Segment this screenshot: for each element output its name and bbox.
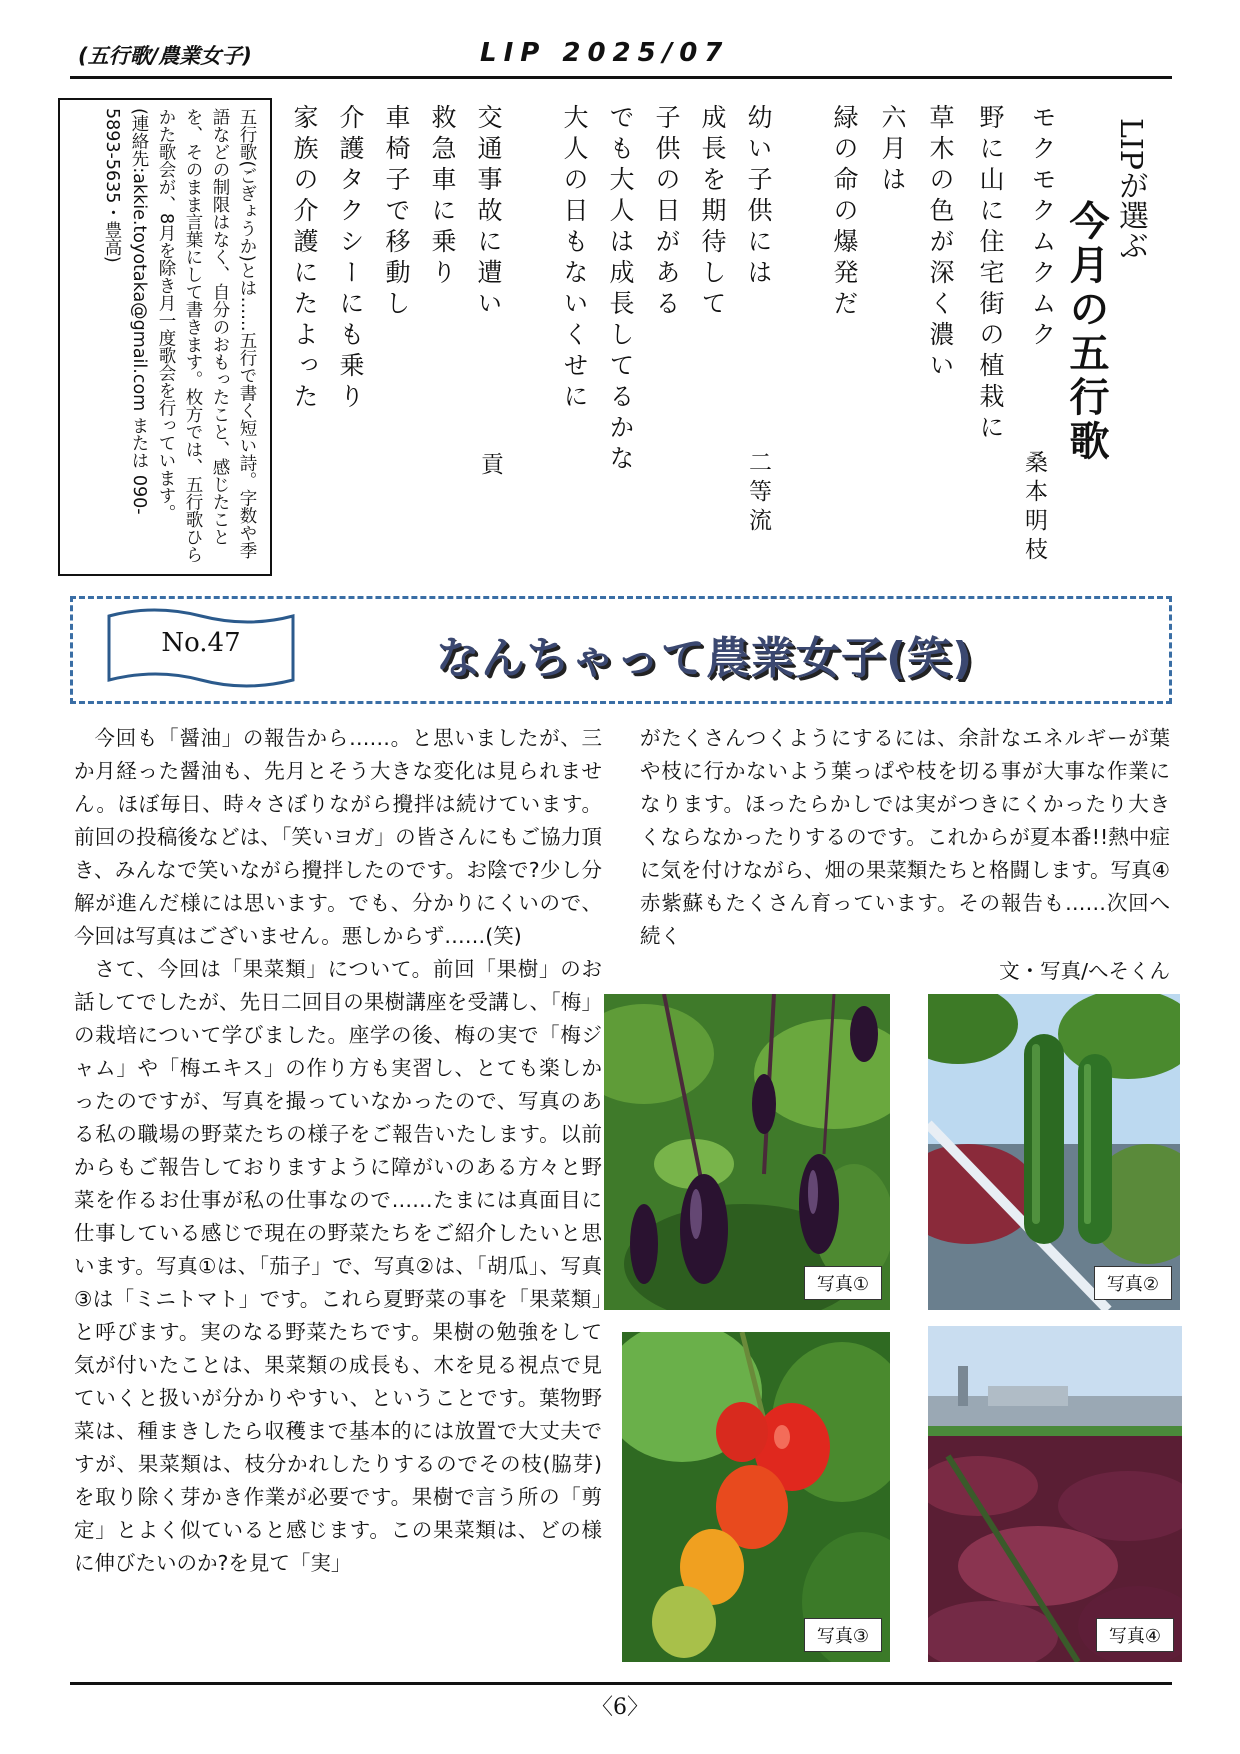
- photo-eggplant: [604, 994, 890, 1310]
- poem-3-author: 貢: [477, 452, 503, 481]
- poem-1-line-2: 野に山に住宅街の植栽に: [976, 104, 1005, 445]
- footer-rule: [70, 1682, 1172, 1685]
- poem-2-line-1: 幼い子供には: [744, 104, 773, 290]
- poem-2-line-5: 大人の日もないくせに: [560, 104, 589, 414]
- poem-2-line-3: 子供の日がある: [652, 104, 681, 321]
- gogyoka-description: 五行歌(ごぎょうか)とは……五行で書く短い詩。字数や季語などの制限はなく、自分のおもったこと、感じたことを、そのまま言葉にして書きます。枚方では、五行歌ひらかた歌会が、8月を除き月一度歌会を行っています。: [156, 108, 257, 563]
- poem-1-author: 桑本明枝: [1021, 450, 1047, 566]
- header-section-label: (五行歌/農業女子): [78, 44, 252, 68]
- article-right-column: がたくさんつくようにするには、余計なエネルギーが葉や枝に行かないよう葉っぱや枝を切る事が大事な作業になります。ほったらかしでは実がつきにくかったり大きくならなかったりするのです。これからが夏本番!!熱中症に気を付けながら、畑の果菜類たちと格闘します。写真④赤紫蘇もたくさん育っています。その報告も……次回へ続く: [640, 726, 1170, 948]
- photo-tomato: [622, 1332, 890, 1662]
- gogyoka-info-box: [58, 98, 272, 576]
- photo-cucumber: [928, 994, 1180, 1310]
- photo-caption-4: 写真④: [1096, 1618, 1174, 1652]
- article-credit: 文・写真/へそくん: [999, 959, 1170, 983]
- tomato-image-icon: [622, 1332, 890, 1662]
- header-issue-label: LIP 2025/07: [480, 38, 730, 68]
- issue-number: No.47: [161, 628, 241, 658]
- poem-2-line-4: でも大人は成長してるかな: [606, 104, 635, 476]
- poem-3-line-3: 車椅子で移動し: [382, 104, 411, 321]
- article-paragraph-1: 今回も「醤油」の報告から……。と思いましたが、三か月経った醤油も、先月とそう大きな変化は見られません。ほぼ毎日、時々さぼりながら攪拌は続けています。前回の投稿後などは、「笑いヨガ」の皆さんにもご協力頂き、みんなで笑いながら攪拌したのです。お陰で?少し分解が進んだ様には思います。でも、分かりにくいので、今回は写真はございません。悪しからず……(笑): [74, 726, 602, 948]
- poem-2-line-2: 成長を期待して: [698, 104, 727, 321]
- poem-2-author: 二等流: [745, 450, 771, 537]
- photo-caption-3: 写真③: [804, 1618, 882, 1652]
- poem-1-line-1: モクモクムクムク: [1028, 104, 1057, 352]
- poem-3-line-2: 救急車に乗り: [428, 104, 457, 290]
- photo-caption-2: 写真②: [1094, 1266, 1172, 1300]
- perilla-field-image-icon: [928, 1326, 1182, 1662]
- article-paragraph-2: さて、今回は「果菜類」について。前回「果樹」のお話してでしたが、先日二回目の果樹講座を受講し、「梅」の栽培について学びました。座学の後、梅の実で「梅ジャム」や「梅エキス」の作り方も実習し、とても楽しかったのですが、写真を撮っていなかったので、写真のある私の職場の野菜たちの様子をご報告いたします。以前からもご報告しておりますように障がいのある方々と野菜を作るお仕事が私の仕事なので……たまには真面目に仕事している感じで現在の野菜たちをご紹介したいと思います。写真①は、「茄子」で、写真②は、「胡瓜」、写真③は「ミニトマト」です。これら夏野菜の事を「果菜類」と呼びます。実のなる野菜たちです。果樹の勉強をして気が付いたことは、果菜類の成長も、木を見る視点で見ていくと扱いが分かりやすい、ということです。葉物野菜は、種まきしたら収穫まで基本的には放置で大丈夫ですが、果菜類は、枝分かれしたりするのでその枝(脇芽)を取り除く芽かき作業が必要です。果樹で言う所の「剪定」とよく似ていると感じます。この果菜類は、どの様に伸びたいのか?を見て「実」: [74, 957, 602, 1575]
- eggplant-image-icon: [604, 994, 890, 1310]
- photo-red-perilla: [928, 1326, 1182, 1662]
- poem-3-line-4: 介護タクシーにも乗り: [336, 104, 365, 414]
- poem-section-title: 今月の五行歌: [1063, 200, 1110, 464]
- poem-3-line-5: 家族の介護にたよった: [290, 104, 319, 414]
- column-title: なんちゃって農業女子(笑): [436, 633, 974, 684]
- photo-caption-1: 写真①: [804, 1266, 882, 1300]
- poem-1-line-3: 草木の色が深く濃い: [926, 104, 955, 383]
- poem-1-line-5: 緑の命の爆発だ: [830, 104, 859, 321]
- cucumber-image-icon: [928, 994, 1180, 1310]
- header-rule: [70, 76, 1172, 79]
- gogyoka-info-text: [98, 108, 260, 564]
- poem-3-line-1: 交通事故に遭い: [474, 104, 503, 321]
- page-number: 〈6〉: [591, 1695, 649, 1720]
- article-left-column: [74, 722, 602, 1580]
- poem-section-title-prefix: LIPが選ぶ: [1113, 118, 1148, 260]
- gogyoka-contact: (連絡先:akkie.toyotaka@gmail.com または 090-5893-5635・豊高): [102, 108, 149, 515]
- poem-1-line-4: 六月は: [878, 104, 907, 197]
